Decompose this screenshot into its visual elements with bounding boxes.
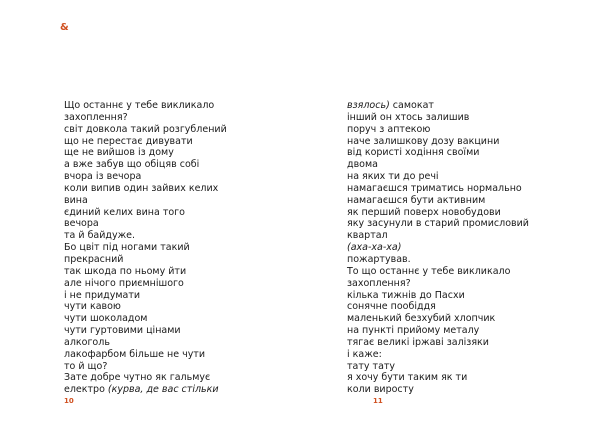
left-page-text	[64, 100, 294, 396]
poem-line: тягає великі іржаві залізяки	[347, 336, 489, 348]
poem-line: так шкода по ньому йти	[64, 265, 187, 277]
poem-line: коли випив один зайвих келих	[64, 182, 219, 194]
poem-line: та й байдуже.	[64, 230, 136, 242]
poem-line: я хочу бути таким як ти	[347, 372, 468, 384]
poem-line: прекрасний	[64, 253, 124, 265]
poem-line: ще не вийшов із дому	[64, 147, 174, 159]
poem-line: То що останнє у тебе викликало	[347, 265, 511, 277]
poem-line: вечора	[64, 218, 99, 230]
poem-line: кілька тижнів до Пасхи	[347, 289, 465, 301]
poem-line: інший он хтось залишив	[347, 111, 470, 123]
poem-line: що не перестає дивувати	[64, 135, 193, 147]
poem-line: і каже:	[347, 348, 382, 360]
poem-line: взялось) самокат	[347, 100, 434, 111]
poem-line: маленький безхубий хлопчик	[347, 313, 496, 325]
poem-line: тату тату	[347, 360, 396, 372]
poem-line: алкоголь	[64, 336, 110, 348]
poem-line: на яких ти до речі	[347, 171, 439, 183]
poem-line: чути гуртовими цінами	[64, 325, 181, 337]
poem-line: світ довкола такий розгублений	[64, 123, 227, 135]
poem-line: намагаєшся триматись нормально	[347, 182, 522, 194]
right-page-text	[347, 100, 577, 396]
poem-line: на пункті прийому металу	[347, 325, 480, 337]
publisher-logo: &	[60, 22, 69, 33]
poem-line: захоплення?	[347, 277, 411, 289]
poem-line: двома	[347, 159, 378, 171]
poem-line: Що останнє у тебе викликало	[64, 100, 215, 111]
poem-line: то й що?	[64, 360, 108, 372]
poem-line: як перший поверх новобудови	[347, 206, 501, 218]
poem-line: а вже забув що обіцяв собі	[64, 159, 200, 171]
page-number-right: 11	[373, 397, 383, 405]
poem-line: електро (курва, де вас стільки	[64, 384, 219, 396]
poem-line: єдиний келих вина того	[64, 206, 185, 218]
poem-line: (аха-ха-ха)	[347, 242, 402, 254]
poem-line: але нічого приємнішого	[64, 277, 184, 289]
poem-line: від користі ходіння своїми	[347, 147, 480, 159]
poem-line: і не придумати	[64, 289, 141, 301]
poem-line: чути кавою	[64, 301, 121, 313]
poem-line: вчора із вечора	[64, 171, 142, 183]
poem-line: яку засунули в старий промисловий	[347, 218, 529, 230]
poem-line: Зате добре чутно як гальмує	[64, 372, 211, 384]
poem-line: квартал	[347, 230, 388, 242]
poem-line: пожартував.	[347, 253, 411, 265]
poem-line: сонячне пообіддя	[347, 301, 436, 313]
poem-line: Бо цвіт під ногами такий	[64, 242, 190, 254]
poem-line: вина	[64, 194, 88, 206]
poem-line: лакофарбом більше не чути	[64, 348, 206, 360]
poem-line: чути шоколадом	[64, 313, 148, 325]
poem-line: намагаєшся бути активним	[347, 194, 486, 206]
poem-line: поруч з аптекою	[347, 123, 431, 135]
poem-line: захоплення?	[64, 111, 128, 123]
page-number-left: 10	[64, 397, 74, 405]
poem-line: наче залишкову дозу вакцини	[347, 135, 500, 147]
poem-line: коли виросту	[347, 384, 414, 396]
